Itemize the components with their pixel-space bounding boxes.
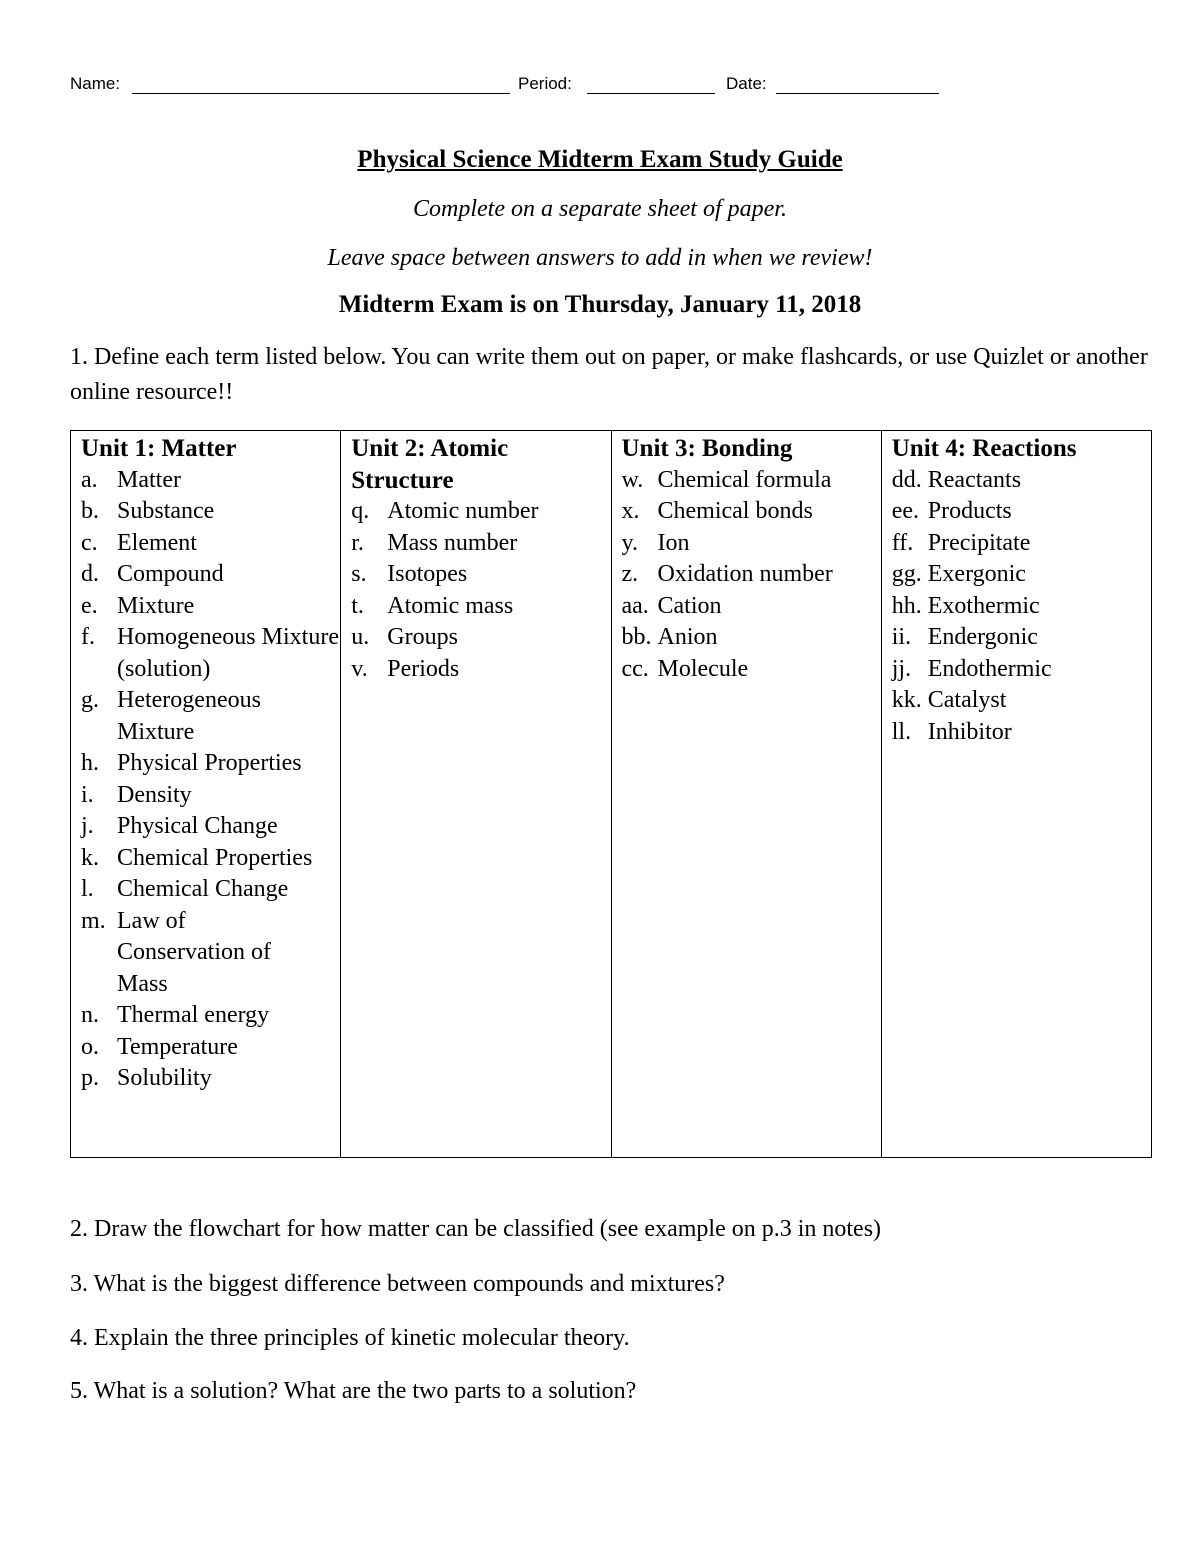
period-label: Period: (518, 74, 572, 93)
term-item (81, 528, 340, 560)
term-item (81, 811, 340, 843)
term-item (622, 496, 881, 528)
term-item (892, 622, 1151, 654)
term-letter: ee. (891, 498, 920, 524)
question-3: 3. What is the biggest difference between compounds and mixtures? (70, 1271, 725, 1297)
term-item (892, 496, 1151, 528)
term-item (892, 465, 1151, 497)
term-letter: s. (351, 561, 367, 587)
exam-date: Midterm Exam is on Thursday, January 11, 2018 (338, 291, 862, 318)
unit-1-column (71, 431, 341, 1157)
term-letter: h. (81, 750, 99, 776)
term-letter: g. (81, 687, 99, 713)
term-letter: u. (351, 624, 370, 650)
term-item (81, 1063, 340, 1095)
vocabulary-table (70, 430, 1152, 1158)
question-2: 2. Draw the flowchart for how matter can be classified (see example on p.3 in notes) (70, 1216, 882, 1242)
term-text: Reactants (927, 466, 1022, 493)
term-item (81, 622, 340, 685)
term-letter: b. (81, 498, 99, 524)
term-text: Solubility (117, 1065, 212, 1091)
term-text: Chemical formula (657, 466, 832, 493)
term-letter: v. (351, 655, 368, 682)
term-letter: jj. (891, 655, 912, 682)
term-letter: l. (81, 876, 94, 902)
name-blank-line[interactable] (132, 93, 510, 94)
instruction-separate-sheet: Complete on a separate sheet of paper. (413, 196, 787, 222)
name-label: Name: (70, 74, 121, 93)
term-item (81, 906, 340, 1001)
term-item (351, 559, 610, 591)
term-letter: j. (81, 813, 94, 839)
term-text: Mixture (117, 592, 195, 619)
unit-heading: Unit 4: Reactions (891, 435, 1077, 462)
instruction-leave-space: Leave space between answers to add in when we review! (327, 245, 873, 271)
term-item (892, 559, 1151, 591)
term-text: Homogeneous Mixture (solution) (117, 624, 339, 682)
term-text: Ion (657, 529, 690, 556)
term-letter: k. (81, 844, 99, 871)
term-letter: e. (81, 592, 98, 619)
term-text: Thermal energy (117, 1002, 270, 1028)
term-text: Atomic mass (387, 592, 514, 619)
term-text: Heterogeneous Mixture (117, 687, 261, 745)
term-text: Anion (657, 624, 718, 650)
term-letter: d. (81, 561, 99, 587)
term-item (81, 685, 340, 748)
period-blank-line[interactable] (587, 93, 715, 94)
term-item (81, 1032, 340, 1064)
term-text: Oxidation number (657, 561, 833, 587)
term-item (81, 843, 340, 875)
term-text: Physical Change (117, 813, 278, 839)
term-item (81, 591, 340, 623)
term-item (622, 465, 881, 497)
term-letter: hh. (891, 592, 922, 619)
term-text: Chemical Change (117, 876, 289, 902)
term-letter: n. (81, 1002, 99, 1028)
student-info-header (70, 70, 950, 98)
term-item (81, 748, 340, 780)
term-text: Isotopes (387, 561, 468, 587)
term-text: Inhibitor (927, 718, 1012, 745)
term-item (622, 528, 881, 560)
term-text: Catalyst (927, 687, 1007, 713)
term-text: Exergonic (927, 561, 1026, 587)
term-text: Products (927, 498, 1012, 524)
question-5: 5. What is a solution? What are the two parts to a solution? (70, 1378, 637, 1404)
term-item (351, 654, 610, 686)
term-text: Law of Conservation of Mass (117, 907, 271, 997)
term-text: Physical Properties (117, 750, 302, 776)
term-text: Element (117, 529, 197, 556)
term-letter: aa. (621, 592, 649, 619)
date-blank-line[interactable] (776, 93, 939, 94)
question-1: 1. Define each term listed below. You can write them out on paper, or make flashcards, or use Quizlet or another online resource!! (70, 344, 1148, 405)
date-label: Date: (726, 74, 767, 93)
term-letter: cc. (621, 655, 649, 682)
term-text: Groups (387, 624, 458, 650)
term-letter: t. (351, 592, 364, 619)
term-item (351, 622, 610, 654)
term-text: Endergonic (927, 624, 1038, 650)
unit-heading: Unit 3: Bonding (621, 435, 793, 462)
term-text: Precipitate (927, 529, 1031, 556)
term-letter: w. (621, 466, 644, 493)
term-item (892, 528, 1151, 560)
page-title: Physical Science Midterm Exam Study Guide (357, 146, 843, 173)
unit-heading: Unit 2: Atomic Structure (351, 435, 509, 494)
term-item (81, 559, 340, 591)
unit-heading: Unit 1: Matter (81, 435, 237, 462)
term-letter: z. (621, 561, 639, 587)
term-letter: y. (621, 529, 638, 556)
term-letter: ff. (891, 529, 914, 556)
term-item (622, 559, 881, 591)
term-letter: ii. (891, 624, 912, 650)
term-item (81, 496, 340, 528)
term-text: Periods (387, 655, 460, 682)
term-text: Substance (117, 498, 215, 524)
term-text: Exothermic (927, 592, 1040, 619)
term-letter: m. (81, 907, 106, 934)
term-letter: ll. (891, 718, 912, 745)
term-item (351, 496, 610, 528)
unit-3-column (612, 431, 882, 1157)
term-item (892, 654, 1151, 686)
term-letter: r. (351, 529, 364, 556)
term-item (81, 780, 340, 812)
unit-4-column (882, 431, 1151, 1157)
term-text: Cation (657, 592, 722, 619)
term-letter: q. (351, 498, 370, 524)
term-letter: bb. (621, 624, 652, 650)
term-item (351, 528, 610, 560)
term-text: Atomic number (387, 498, 539, 524)
term-letter: i. (81, 781, 94, 808)
term-letter: f. (81, 624, 95, 650)
term-letter: kk. (891, 687, 922, 713)
term-item (892, 717, 1151, 749)
term-text: Matter (117, 466, 181, 493)
term-letter: dd. (891, 466, 922, 493)
term-item (892, 591, 1151, 623)
term-text: Mass number (387, 529, 518, 556)
term-item (81, 465, 340, 497)
term-item (622, 622, 881, 654)
term-item (892, 685, 1151, 717)
unit-2-column (341, 431, 611, 1157)
term-letter: c. (81, 529, 98, 556)
question-4: 4. Explain the three principles of kinetic molecular theory. (70, 1325, 630, 1351)
term-letter: x. (621, 498, 640, 524)
term-text: Molecule (657, 655, 749, 682)
term-item (622, 654, 881, 686)
term-text: Chemical bonds (657, 498, 813, 524)
term-letter: p. (81, 1065, 99, 1091)
term-text: Chemical Properties (117, 844, 313, 871)
term-text: Endothermic (927, 655, 1052, 682)
term-text: Compound (117, 561, 224, 587)
term-item (81, 874, 340, 906)
term-item (81, 1000, 340, 1032)
term-item (351, 591, 610, 623)
term-item (622, 591, 881, 623)
term-text: Temperature (117, 1033, 238, 1060)
term-letter: gg. (891, 561, 922, 587)
term-letter: a. (81, 466, 98, 493)
term-text: Density (117, 781, 192, 808)
term-letter: o. (81, 1033, 99, 1060)
